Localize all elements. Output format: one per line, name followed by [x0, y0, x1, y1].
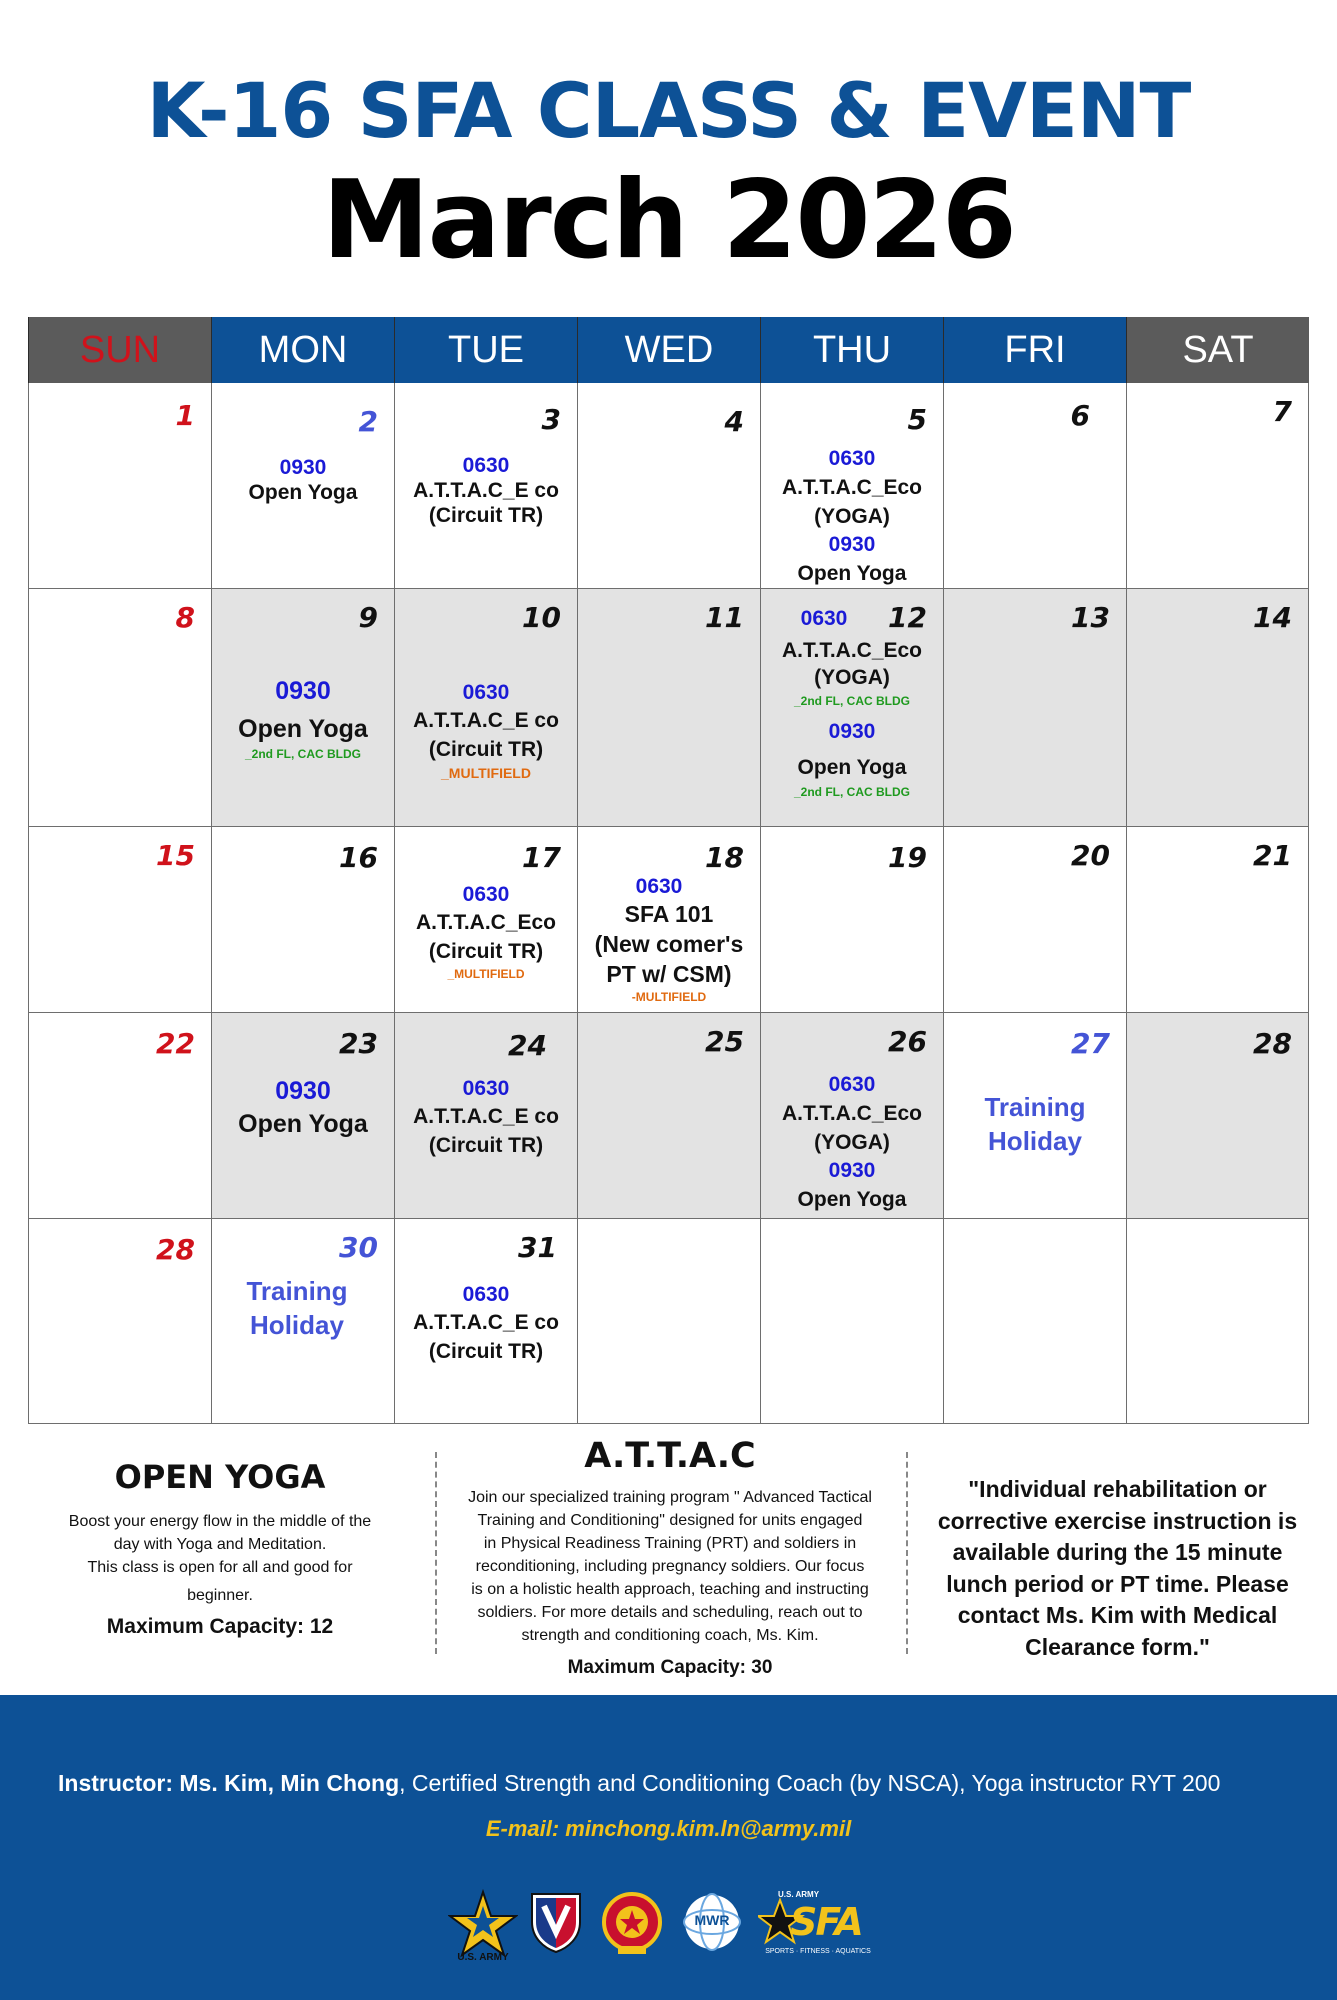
notice-line: available during the 15 minute — [952, 1539, 1283, 1565]
attac-description — [445, 1486, 895, 1647]
day-cell-10 — [394, 589, 577, 827]
instructor-line — [58, 1770, 1298, 1797]
event-subtitle: (YOGA) — [814, 1130, 890, 1154]
day-cell-empty — [1126, 1219, 1309, 1424]
day-number: 18 — [705, 841, 744, 874]
event-name: A.T.T.A.C_E co — [413, 709, 559, 733]
description-line: beginner. — [187, 1586, 253, 1604]
weekday-header-sat: SAT — [1126, 317, 1309, 383]
instructor-name: Instructor: Ms. Kim, Min Chong — [58, 1770, 400, 1796]
day-cell-23 — [211, 1013, 394, 1219]
day-cell-20 — [943, 827, 1126, 1013]
event-subtitle: (YOGA) — [814, 666, 890, 690]
event-time: 0630 — [462, 1077, 510, 1100]
page-title: K-16 SFA CLASS & EVENT — [146, 66, 1191, 155]
description-line: in Physical Readiness Training (PRT) and soldiers in — [483, 1535, 857, 1553]
event-open-yoga — [212, 455, 394, 505]
event-name: A.T.T.A.C_Eco — [781, 638, 923, 662]
event-name: Open Yoga — [797, 562, 907, 586]
event-time: 0930 — [828, 719, 876, 743]
event-name: A.T.T.A.C_E co — [413, 1311, 559, 1335]
open-yoga-info — [40, 1458, 400, 1639]
day-cell-18 — [577, 827, 760, 1013]
event-subtitle: (YOGA) — [814, 504, 890, 528]
open-yoga-heading: OPEN YOGA — [114, 1458, 326, 1496]
day-number: 25 — [705, 1025, 744, 1058]
day-number: 8 — [175, 601, 195, 634]
event-location: _2nd FL, CAC BLDG — [794, 785, 910, 800]
day-number: 17 — [522, 841, 561, 874]
day-cell-27 — [943, 1013, 1126, 1219]
open-yoga-description — [40, 1510, 400, 1607]
weekday-header-mon: MON — [211, 317, 394, 383]
day-number: 23 — [339, 1027, 378, 1060]
day-number: 28 — [156, 1233, 195, 1266]
event-time: 0930 — [275, 1077, 331, 1105]
open-yoga-capacity: Maximum Capacity: 12 — [106, 1614, 334, 1638]
event-name: Open Yoga — [248, 481, 358, 505]
day-cell-4 — [577, 383, 760, 589]
day-cell-28-sun — [28, 1219, 211, 1424]
event-attac-yoga — [761, 445, 943, 589]
event-name: Open Yoga — [238, 714, 368, 743]
rehab-notice — [925, 1474, 1310, 1663]
event-attac-yoga — [761, 1071, 943, 1215]
day-number: 21 — [1253, 839, 1292, 872]
event-subtitle: PT w/ CSM) — [606, 961, 732, 988]
day-number: 15 — [156, 839, 195, 872]
event-location: _2nd FL, CAC BLDG — [245, 747, 361, 761]
day-cell-empty — [577, 1219, 760, 1424]
army-star-logo — [448, 1888, 518, 1968]
sfa-logo — [758, 1888, 878, 1968]
event-attac-circuit — [395, 881, 577, 982]
event-name: Open Yoga — [797, 1188, 907, 1212]
event-subtitle: (Circuit TR) — [428, 504, 544, 528]
sfa-logo-bottom-text: SPORTS · FITNESS · AQUATICS — [765, 1948, 871, 1955]
day-number: 6 — [1070, 399, 1090, 432]
section-divider — [435, 1452, 437, 1654]
day-number: 27 — [1071, 1027, 1110, 1060]
day-cell-3 — [394, 383, 577, 589]
crest-icon — [600, 1888, 664, 1958]
day-cell-24 — [394, 1013, 577, 1219]
day-number: 30 — [339, 1231, 378, 1264]
event-sfa-101 — [578, 873, 760, 1006]
mwr-logo — [680, 1888, 744, 1968]
day-number: 5 — [907, 403, 927, 436]
day-cell-30 — [211, 1219, 394, 1424]
day-number: 4 — [724, 405, 744, 438]
event-open-yoga — [212, 1075, 394, 1140]
weekday-header-sun: SUN — [28, 317, 211, 383]
day-number: 9 — [358, 601, 378, 634]
sfa-logo-text: SFA — [790, 1900, 862, 1944]
event-time: 0930 — [828, 533, 876, 557]
event-subtitle: (New comer's — [594, 931, 744, 958]
day-cell-17 — [394, 827, 577, 1013]
day-cell-2 — [211, 383, 394, 589]
event-name: A.T.T.A.C_Eco — [781, 475, 923, 499]
description-line: Join our specialized training program " Advanced Tactical — [468, 1489, 872, 1506]
notice-line: Clearance form." — [1025, 1633, 1210, 1660]
day-number: 24 — [508, 1029, 547, 1062]
day-cell-8 — [28, 589, 211, 827]
event-time: 0630 — [635, 875, 683, 898]
day-cell-11 — [577, 589, 760, 827]
day-cell-5 — [760, 383, 943, 589]
event-subtitle: (Circuit TR) — [428, 1339, 544, 1363]
holiday-line: Training — [246, 1276, 348, 1306]
notice-line: corrective exercise instruction is — [937, 1507, 1298, 1534]
army-logo-text: U.S. ARMY — [457, 1952, 509, 1963]
attac-info — [445, 1436, 895, 1679]
day-cell-26 — [760, 1013, 943, 1219]
event-time: 0630 — [462, 454, 510, 477]
description-line: is on a holistic health approach, teaching and instructing — [471, 1581, 869, 1599]
event-attac-circuit — [395, 1075, 577, 1160]
day-number: 28 — [1253, 1027, 1292, 1060]
event-location: _MULTIFIELD — [447, 967, 525, 982]
event-time: 0930 — [279, 456, 327, 479]
day-number: 7 — [1272, 395, 1292, 428]
holiday-line: Training — [984, 1092, 1086, 1122]
day-number: 10 — [522, 601, 561, 634]
training-holiday — [212, 1275, 382, 1343]
event-attac-circuit — [395, 679, 577, 783]
attac-capacity: Maximum Capacity: 30 — [567, 1657, 773, 1679]
event-name: A.T.T.A.C_E co — [413, 1105, 559, 1129]
day-number: 3 — [541, 403, 561, 436]
event-time: 0630 — [462, 883, 510, 906]
description-line: This class is open for all and good for — [87, 1559, 353, 1577]
day-cell-19 — [760, 827, 943, 1013]
event-time: 0630 — [828, 1073, 876, 1096]
notice-line: "Individual rehabilitation or — [968, 1476, 1267, 1502]
event-time: 0630 — [828, 447, 876, 470]
attac-heading: A.T.T.A.C — [584, 1436, 756, 1476]
event-attac-circuit — [395, 453, 577, 529]
sfa-logo-top-text: U.S. ARMY — [778, 1890, 820, 1899]
day-cell-25 — [577, 1013, 760, 1219]
description-line: strength and conditioning coach, Ms. Kim. — [521, 1627, 819, 1645]
notice-line: contact Ms. Kim with Medical — [957, 1602, 1278, 1628]
instructor-credentials: , Certified Strength and Conditioning Coach (by NSCA), Yoga instructor RYT 200 — [399, 1770, 1221, 1796]
event-time: 0930 — [275, 677, 331, 705]
day-number: 20 — [1071, 839, 1110, 872]
day-number: 1 — [175, 399, 195, 432]
imcom-shield-logo — [528, 1888, 584, 1968]
calendar-grid — [28, 317, 1309, 1424]
day-cell-22 — [28, 1013, 211, 1219]
contact-email[interactable]: E-mail: minchong.kim.ln@army.mil — [485, 1816, 852, 1841]
event-name: A.T.T.A.C_Eco — [781, 1101, 923, 1125]
event-attac-yoga — [761, 605, 943, 801]
day-cell-6 — [943, 383, 1126, 589]
day-cell-13 — [943, 589, 1126, 827]
day-number: 22 — [156, 1027, 195, 1060]
event-time: 0630 — [462, 681, 510, 704]
footer-band — [0, 1695, 1337, 2000]
weekday-header-fri: FRI — [943, 317, 1126, 383]
event-location: -MULTIFIELD — [631, 989, 707, 1004]
event-name: SFA 101 — [624, 901, 714, 928]
event-name: A.T.T.A.C_Eco — [415, 911, 557, 935]
section-divider — [906, 1452, 908, 1654]
day-number: 11 — [705, 601, 744, 634]
event-open-yoga — [212, 673, 394, 761]
event-time: 0630 — [462, 1283, 510, 1306]
event-name: A.T.T.A.C_E co — [413, 479, 559, 503]
event-name: Open Yoga — [797, 755, 907, 779]
day-cell-12 — [760, 589, 943, 827]
event-time: 0630 — [800, 607, 848, 630]
day-number: 31 — [518, 1231, 557, 1264]
event-time: 0930 — [828, 1159, 876, 1183]
event-name: Open Yoga — [238, 1109, 368, 1138]
month-title: March 2026 — [322, 158, 1015, 283]
event-attac-circuit — [395, 1281, 577, 1366]
day-number: 14 — [1253, 601, 1292, 634]
description-line: reconditioning, including pregnancy soldiers. Our focus — [475, 1558, 865, 1576]
description-line: Training and Conditioning" designed for units engaged — [477, 1512, 863, 1530]
notice-line: lunch period or PT time. Please — [946, 1570, 1289, 1597]
training-holiday — [944, 1091, 1126, 1159]
day-cell-7 — [1126, 383, 1309, 589]
day-cell-31 — [394, 1219, 577, 1424]
shield-icon — [528, 1888, 584, 1954]
day-number: 12 — [888, 601, 927, 634]
day-cell-1 — [28, 383, 211, 589]
description-line: Boost your energy flow in the middle of the — [68, 1513, 372, 1530]
day-number: 2 — [358, 405, 378, 438]
weekday-header-thu: THU — [760, 317, 943, 383]
weekday-header-wed: WED — [577, 317, 760, 383]
day-cell-9 — [211, 589, 394, 827]
event-location: _MULTIFIELD — [441, 765, 531, 782]
event-subtitle: (Circuit TR) — [428, 1133, 544, 1157]
day-number: 19 — [888, 841, 927, 874]
day-cell-21 — [1126, 827, 1309, 1013]
description-line: soldiers. For more details and scheduling, reach out to — [477, 1604, 863, 1622]
event-subtitle: (Circuit TR) — [428, 737, 544, 761]
holiday-line: Holiday — [250, 1309, 344, 1340]
day-cell-empty — [943, 1219, 1126, 1424]
day-cell-14 — [1126, 589, 1309, 827]
weekday-header-tue: TUE — [394, 317, 577, 383]
event-subtitle: (Circuit TR) — [428, 939, 544, 963]
day-number: 13 — [1071, 601, 1110, 634]
mwr-logo-text: MWR — [694, 1912, 730, 1928]
installation-crest-logo — [600, 1888, 664, 1968]
holiday-line: Holiday — [988, 1125, 1082, 1156]
event-location: _2nd FL, CAC BLDG — [794, 694, 910, 709]
day-cell-empty — [760, 1219, 943, 1424]
day-cell-15 — [28, 827, 211, 1013]
day-number: 26 — [888, 1025, 927, 1058]
day-cell-16 — [211, 827, 394, 1013]
day-cell-28 — [1126, 1013, 1309, 1219]
description-line: day with Yoga and Meditation. — [113, 1536, 327, 1554]
day-number: 16 — [339, 841, 378, 874]
